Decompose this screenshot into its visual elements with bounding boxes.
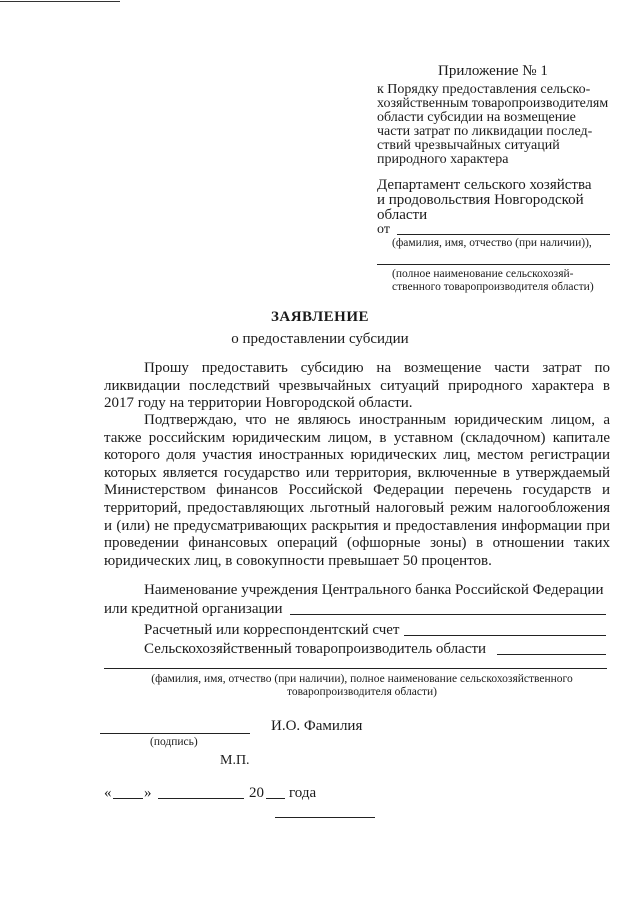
caption-line: ственного товаропроизводителя области) bbox=[392, 281, 594, 293]
account-label: Расчетный или корреспондентский счет bbox=[144, 622, 400, 638]
date-open-quote: « bbox=[104, 785, 112, 801]
bottom-fill-line bbox=[275, 817, 375, 818]
producer-label: Сельскохозяйственный товаропроизводитель области bbox=[144, 641, 487, 657]
request-paragraph: Прошу предоставить субсидию на возмещение части затрат по ликвидации последствий чрезвычайных ситуаций природного характера в 2017 году на территории Новгородской области. bbox=[104, 360, 610, 412]
department-line: Департамент сельского хозяйства bbox=[377, 177, 592, 193]
caption-line: товаропроизводителя области) bbox=[287, 686, 437, 698]
bank-name-label: Наименование учреждения Центрального банка Российской Федерации bbox=[144, 582, 604, 598]
date-year-prefix: 20 bbox=[249, 785, 264, 801]
order-line: хозяйственным товаропроизводителям bbox=[377, 96, 609, 111]
caption-line: (фамилия, имя, отчество (при наличии), полное наименование сельскохозяйственного bbox=[151, 673, 573, 685]
addressee-department bbox=[377, 178, 609, 223]
order-line: ствий чрезвычайных ситуаций bbox=[377, 138, 560, 153]
order-line: области субсидии на возмещение bbox=[377, 110, 576, 125]
signer-name: И.О. Фамилия bbox=[271, 718, 363, 734]
stamp-place: М.П. bbox=[220, 753, 250, 768]
account-fill-line bbox=[404, 635, 606, 636]
department-line: и продовольствия Новгородской bbox=[377, 192, 584, 208]
organization-fill-line bbox=[377, 264, 610, 265]
order-reference bbox=[377, 83, 609, 167]
date-day-fill-line bbox=[113, 798, 143, 799]
order-line: части затрат по ликвидации послед- bbox=[377, 124, 593, 139]
fio-caption: (фамилия, имя, отчество (при наличии)), bbox=[392, 237, 592, 249]
signature-caption: (подпись) bbox=[150, 736, 198, 748]
date-month-fill-line bbox=[158, 798, 244, 799]
order-line: природного характера bbox=[377, 152, 509, 167]
caption-line: (полное наименование сельскохозяй- bbox=[392, 268, 574, 280]
document-subtitle: о предоставлении субсидии bbox=[231, 331, 409, 347]
scan-edge-line bbox=[0, 1, 120, 2]
from-fill-line bbox=[397, 234, 610, 235]
organization-caption bbox=[392, 268, 612, 294]
signature-fill-line bbox=[100, 733, 250, 734]
producer-fill-line bbox=[497, 654, 606, 655]
department-line: области bbox=[377, 207, 428, 223]
confirmation-paragraph: Подтверждаю, что не являюсь иностранным юридическим лицом, а также российским юридическим лицом, в уставном (складочном) капитале которого доля участия иностранных юридических лиц, местом регистрации которых является государство или территория, включенные в утверждаемый Министерством финансов Российской Федерации перечень государств и территорий, предоставляющих льготный налоговый режим налогообложения и (или) не предусматривающих раскрытия и предоставления информации при проведении финансовых операций (офшорные зоны) в отношении таких юридических лиц, в совокупности превышает 50 процентов. bbox=[104, 412, 610, 569]
producer-caption bbox=[117, 673, 607, 699]
bank-name-label-cont: или кредитной организации bbox=[104, 601, 283, 617]
date-year-suffix: года bbox=[289, 785, 317, 801]
from-label: от bbox=[377, 222, 390, 237]
document-title: ЗАЯВЛЕНИЕ bbox=[270, 309, 370, 325]
date-close-quote: » bbox=[144, 785, 152, 801]
bank-name-fill-line bbox=[290, 614, 606, 615]
date-year-fill-line bbox=[266, 798, 285, 799]
order-line: к Порядку предоставления сельско- bbox=[377, 82, 591, 97]
producer-full-name-fill-line bbox=[104, 668, 607, 669]
appendix-number: Приложение № 1 bbox=[438, 63, 548, 79]
